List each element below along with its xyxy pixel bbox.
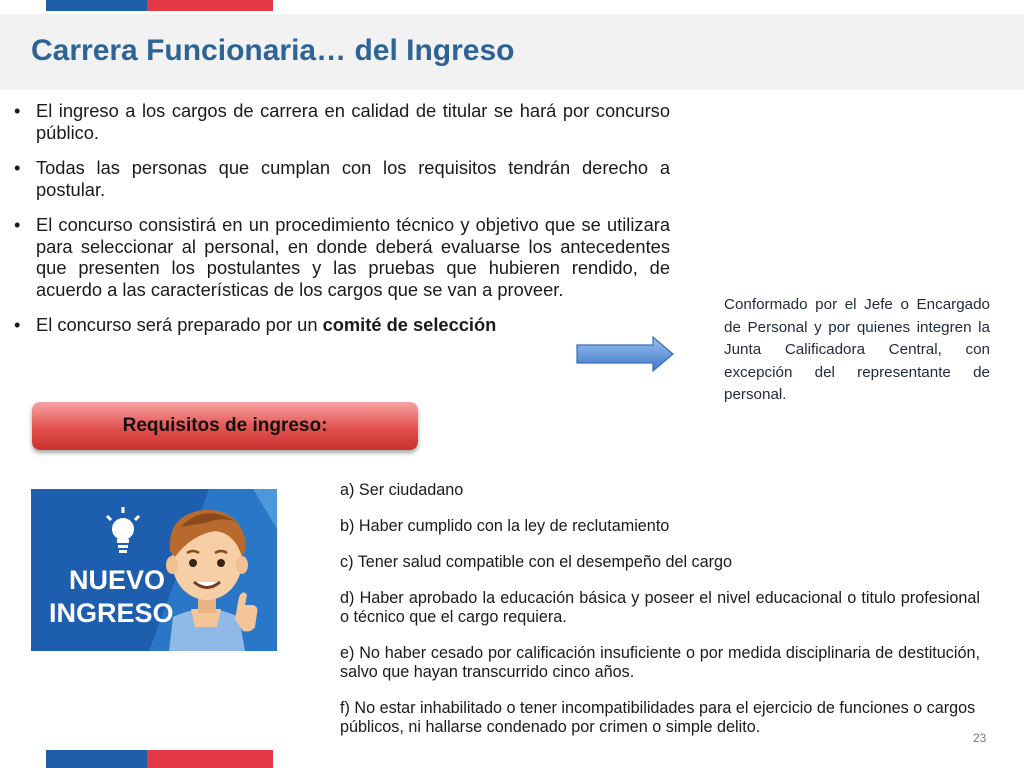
- new-hire-illustration: [31, 489, 277, 651]
- bullet-item: [14, 314, 670, 336]
- bullet-text: El ingreso a los cargos de carrera en calidad de titular se hará por concurso público.: [36, 100, 670, 143]
- requirement-item: d) Haber aprobado la educación básica y poseer el nivel educacional o titulo profesional o técnico que el cargo requiera.: [340, 589, 980, 626]
- flag-stripe-bottom: [46, 750, 273, 768]
- page-number: 23: [973, 731, 987, 745]
- requirements-list: [340, 481, 980, 754]
- requirement-item: b) Haber cumplido con la ley de reclutamiento: [340, 517, 670, 535]
- requirement-item: f) No estar inhabilitado o tener incompatibilidades para el ejercicio de funciones o cargos públicos, ni hallarse condenado por crimen o simple delito.: [340, 699, 976, 736]
- bullet-item: [14, 214, 670, 300]
- requirement-item: c) Tener salud compatible con el desempeño del cargo: [340, 553, 733, 571]
- flag-blue-segment: [46, 0, 147, 11]
- flag-red-segment: [147, 0, 273, 11]
- flag-stripe-top: [46, 0, 273, 11]
- committee-note: Conformado por el Jefe o Encargado de Personal y por quienes integren la Junta Calificadora Central, con excepción del representante de personal.: [724, 296, 990, 403]
- bullet-text: El concurso será preparado por un: [36, 314, 323, 335]
- svg-text:INGRESO: INGRESO: [49, 598, 174, 628]
- flag-red-segment: [147, 750, 273, 768]
- svg-text:NUEVO: NUEVO: [69, 565, 166, 595]
- requirement-item: a) Ser ciudadano: [340, 481, 464, 499]
- bullet-item: [14, 100, 670, 143]
- bullet-list: [14, 100, 670, 350]
- bullet-text: Todas las personas que cumplan con los requisitos tendrán derecho a postular.: [36, 157, 670, 200]
- bullet-item: [14, 157, 670, 200]
- bullet-emphasis: comité de selección: [322, 314, 497, 335]
- requirements-button[interactable]: Requisitos de ingreso:: [32, 402, 418, 450]
- slide-title: Carrera Funcionaria… del Ingreso: [31, 34, 515, 67]
- bullet-text: El concurso consistirá en un procedimiento técnico y objetivo que se utilizara para seleccionar al personal, en donde deberá evaluarse los antecedentes que presenten los postulantes y las pruebas que hubieren rendido, de acuerdo a las características de los cargos que se van a proveer.: [36, 214, 670, 300]
- requirement-item: e) No haber cesado por calificación insuficiente o por medida disciplinaria de destitución, salvo que hayan transcurrido cinco años.: [340, 644, 980, 681]
- flag-blue-segment: [46, 750, 147, 768]
- arrow-right-icon: [575, 335, 675, 373]
